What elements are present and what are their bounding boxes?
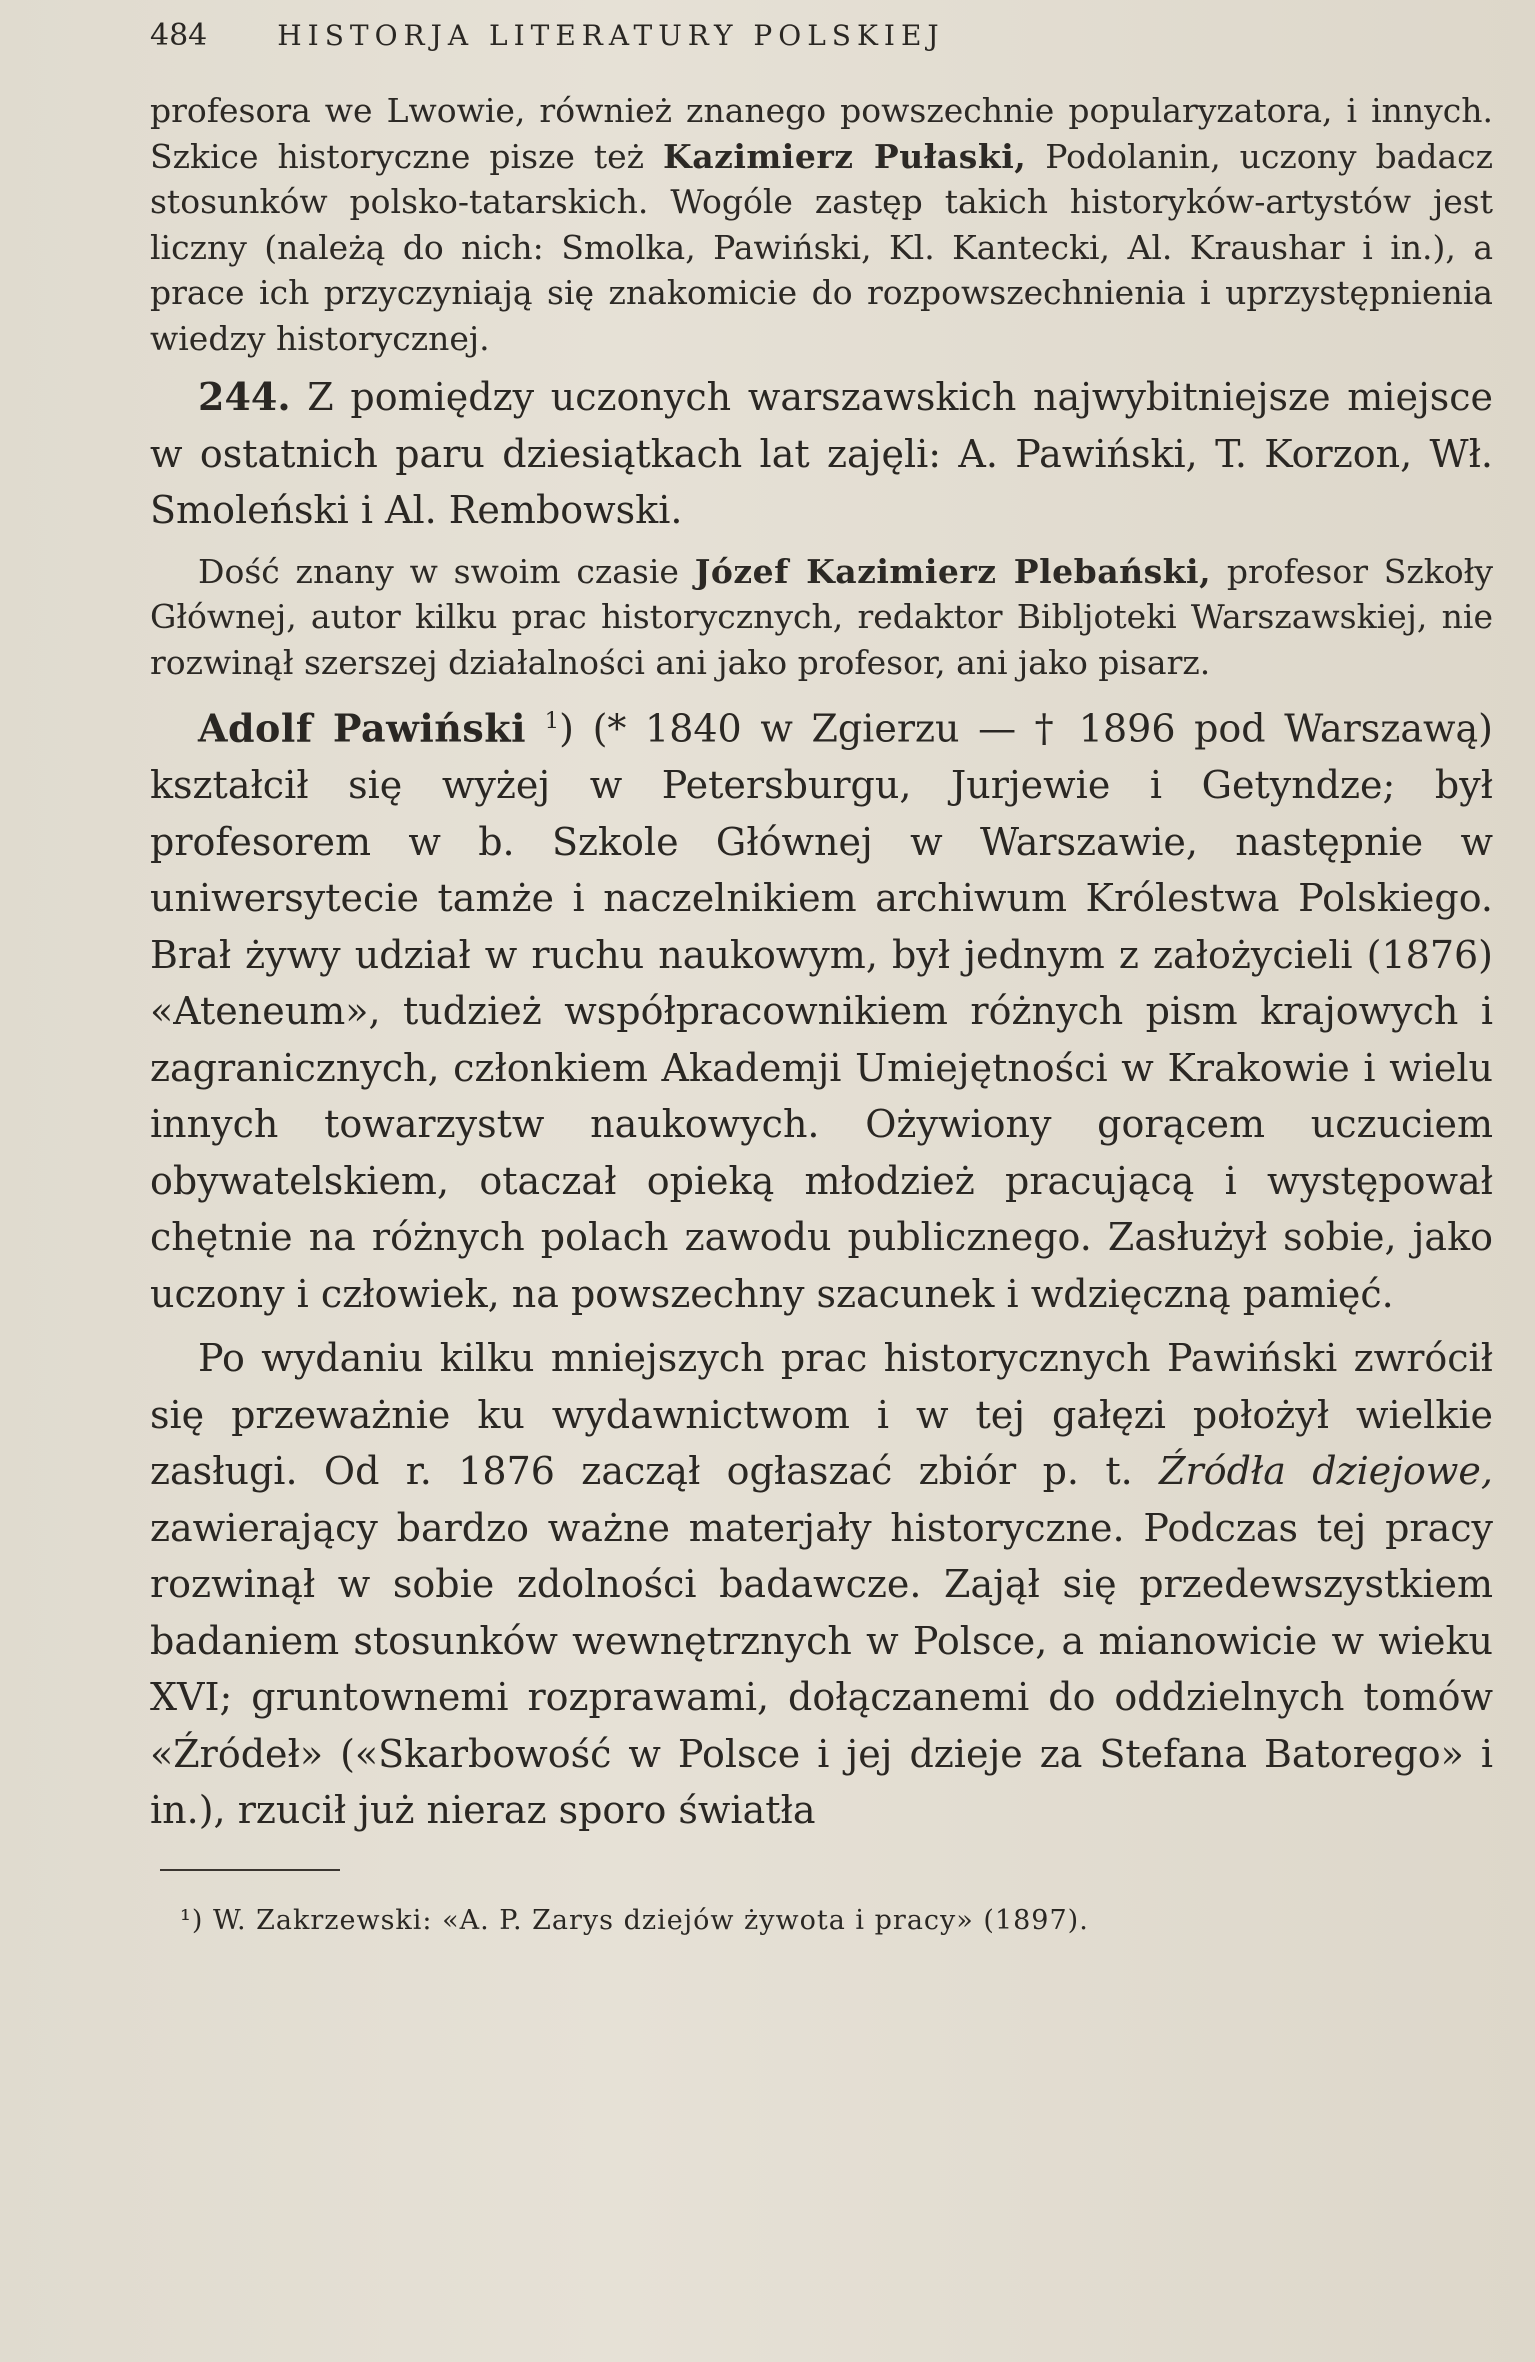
running-head: HISTORJA LITERATURY POLSKIEJ	[277, 19, 945, 52]
page-header	[150, 18, 1493, 78]
name-pulaski: Kazimierz Pułaski,	[663, 136, 1027, 176]
section-244-block	[150, 369, 1493, 539]
plebanski-text-1: Dość znany w swoim czasie	[198, 551, 695, 591]
plebanski-text-2: profesor Szkoły Głównej, autor kilku prac historycznych, redaktor Bibljoteki Warszawskiej, nie rozwinął szerszej działalności ani jako profesor, ani jako pisarz.	[150, 551, 1493, 682]
intro-block	[150, 88, 1493, 361]
footnote-ref: 1	[544, 708, 560, 734]
intro-text-1: profesora we Lwowie, również znanego powszechnie popularyzatora, i innych. Szkice historyczne pisze też	[150, 91, 1493, 176]
pawinski-paragraph-1	[150, 693, 1493, 1322]
section-number: 244.	[198, 374, 291, 419]
intro-text-2: Podolanin, uczony badacz stosunków polsko-tatarskich. Wogóle zastęp takich historyków-artystów jest liczny (należą do nich: Smolka, Pawiński, Kl. Kantecki, Al. Kraushar i in.), a prace ich przyczyniają się znakomicie do rozpowszechnienia i uprzystępnienia wiedzy historycznej.	[150, 136, 1493, 358]
pawinski-text-1: ) (* 1840 w Zgierzu — † 1896 pod Warszawą) kształcił się wyżej w Petersburgu, Jurjewie i Getyndze; był profesorem w b. Szkole Głównej w Warszawie, następnie w uniwersytecie tamże i naczelnikiem archiwum Królestwa Polskiego. Brał żywy udział w ruchu naukowym, był jednym z założycieli (1876) «Ateneum», tudzież współpracownikiem różnych pism krajowych i zagranicznych, członkiem Akademji Umiejętności w Krakowie i wielu innych towarzystw naukowych. Ożywiony gorącem uczuciem obywatelskiem, otaczał opieką młodzież pracującą i występował chętnie na różnych polach zawodu publicznego. Zasłużył sobie, jako uczony i człowiek, na powszechny szacunek i wdzięczną pamięć.	[150, 706, 1493, 1316]
intro-paragraph	[150, 88, 1493, 361]
pawinski2-text-1: Po wydaniu kilku mniejszych prac historycznych Pawiński zwrócił się przeważnie ku wydawnictwom i w tej gałęzi położył wielkie zasługi. Od r. 1876 zaczął ogłaszać zbiór p. t.	[150, 1336, 1493, 1494]
footnote-mark: ¹)	[180, 1904, 204, 1936]
pawinski-paragraph-2	[150, 1330, 1493, 1839]
section-244-paragraph	[150, 369, 1493, 539]
name-pawinski: Adolf Pawiński	[198, 705, 527, 751]
pawinski-block	[150, 693, 1493, 1839]
page-number: 484	[150, 18, 208, 53]
plebanski-block	[150, 549, 1493, 686]
plebanski-paragraph	[150, 549, 1493, 686]
name-plebanski: Józef Kazimierz Plebański,	[694, 551, 1212, 591]
title-zrodla: Źródła dziejowe,	[1159, 1449, 1493, 1494]
section-244-text: Z pomiędzy uczonych warszawskich najwybitniejsze miejsce w ostatnich paru dziesiątkach lat zajęli: A. Pawiński, T. Korzon, Wł. Smoleński i Al. Rembowski.	[150, 375, 1493, 532]
footnote	[180, 1901, 1493, 1941]
footnote-text: W. Zakrzewski: «A. P. Zarys dziejów żywota i pracy» (1897).	[203, 1904, 1089, 1936]
pawinski2-text-2: zawierający bardzo ważne materjały historyczne. Podczas tej pracy rozwinął w sobie zdolności badawcze. Zajął się przedewszystkiem badaniem stosunków wewnętrznych w Polsce, a mianowicie w wieku XVI; gruntownemi rozprawami, dołączanemi do oddzielnych tomów «Źródeł» («Skarbowość w Polsce i jej dzieje za Stefana Batorego» i in.), rzucił już nieraz sporo światła	[150, 1505, 1493, 1833]
footnote-divider	[160, 1869, 340, 1871]
